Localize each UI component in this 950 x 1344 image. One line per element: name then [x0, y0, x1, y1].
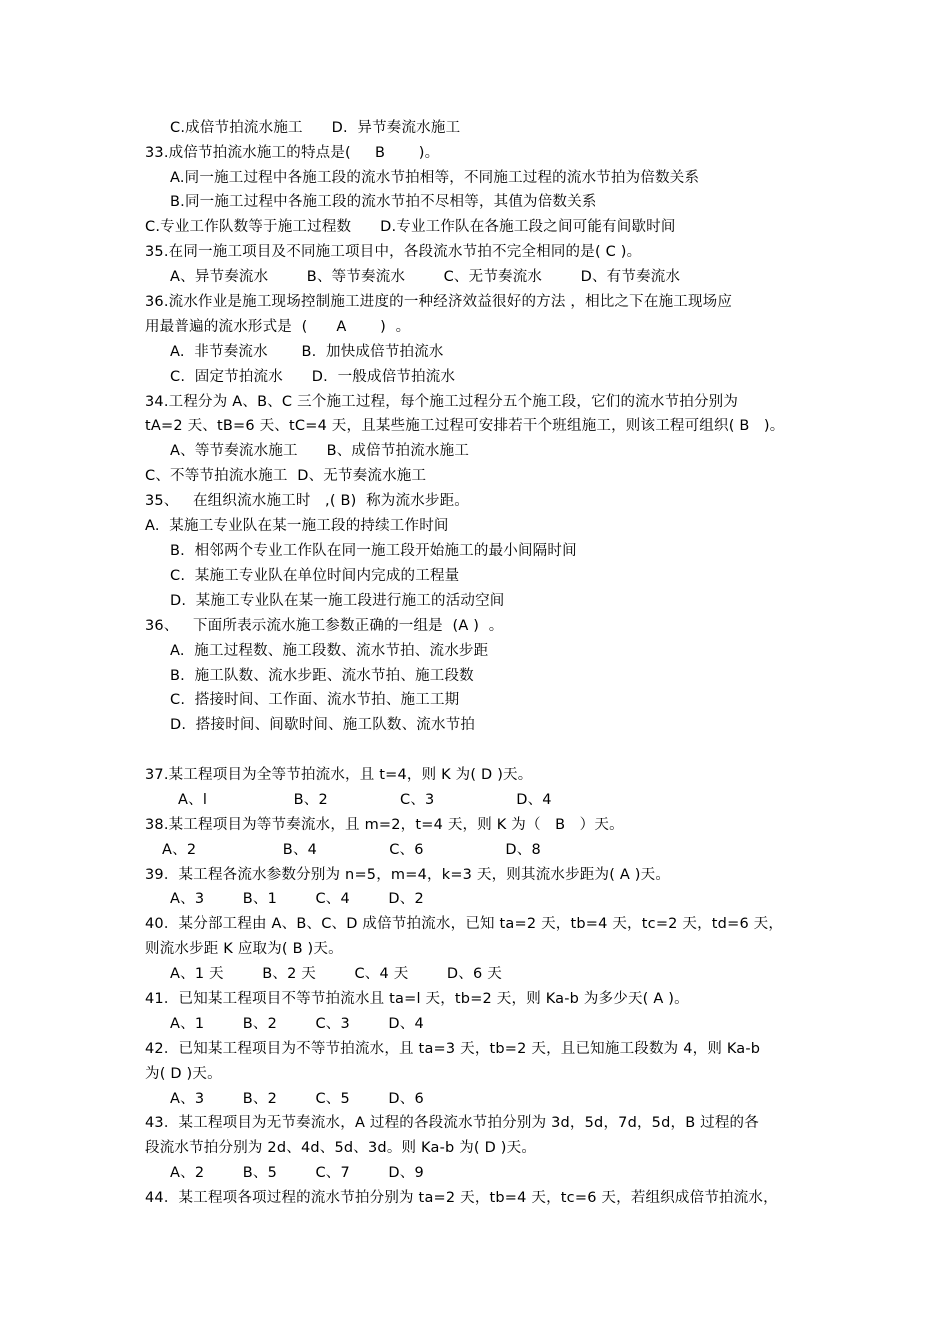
option-line: A、1 B、2 C、3 D、4 [170, 1016, 424, 1032]
option-line: C. 固定节拍流水 D. 一般成倍节拍流水 [170, 369, 456, 385]
option-line: A、l B、2 C、3 D、4 [178, 792, 552, 808]
option-line: A、1 天 B、2 天 C、4 天 D、6 天 [170, 966, 502, 982]
option-line: B.同一施工过程中各施工段的流水节拍不尽相等，其值为倍数关系 [170, 194, 597, 210]
question-line: 33.成倍节拍流水施工的特点是( B )。 [145, 145, 440, 161]
option-line: D. 某施工专业队在某一施工段进行施工的活动空间 [170, 593, 505, 609]
question-line: 36.流水作业是施工现场控制施工进度的一种经济效益很好的方法 ，相比之下在施工现场应 [145, 294, 733, 310]
option-line: B. 施工队数、流水步距、流水节拍、施工段数 [170, 668, 474, 684]
question-line: 34.工程分为 A、B、C 三个施工过程，每个施工过程分五个施工段，它们的流水节拍分别为 [145, 394, 739, 410]
question-line: 41．已知某工程项目不等节拍流水且 ta=l 天，tb=2 天，则 Ka-b 为多少天( A )。 [145, 991, 689, 1007]
question-line: tA=2 天、tB=6 天、tC=4 天，且某些施工过程可安排若干个班组施工，则该工程可组织( B )。 [145, 418, 785, 434]
option-line: A、2 B、5 C、7 D、9 [170, 1165, 424, 1181]
question-line: 36、 下面所表示流水施工参数正确的一组是 (A ) 。 [145, 618, 504, 634]
option-line: C.专业工作队数等于施工过程数 D.专业工作队在各施工段之间可能有间歇时间 [145, 219, 676, 235]
question-line: 37.某工程项目为全等节拍流水，且 t=4，则 K 为( D )天。 [145, 767, 533, 783]
option-line: B. 相邻两个专业工作队在同一施工段开始施工的最小间隔时间 [170, 543, 577, 559]
option-line: A. 某施工专业队在某一施工段的持续工作时间 [145, 518, 449, 534]
question-line: 39．某工程各流水参数分别为 n=5，m=4，k=3 天，则其流水步距为( A )天。 [145, 867, 671, 883]
question-line: 43．某工程项目为无节奏流水，A 过程的各段流水节拍分别为 3d，5d，7d，5d，B 过程的各 [145, 1115, 759, 1131]
question-line: 44．某工程项各项过程的流水节拍分别为 ta=2 天，tb=4 天，tc=6 天，若组织成倍节拍流水， [145, 1190, 778, 1206]
option-line: C.成倍节拍流水施工 D. 异节奏流水施工 [170, 120, 461, 136]
option-line: A、3 B、1 C、4 D、2 [170, 891, 424, 907]
question-line: 38.某工程项目为等节奏流水，且 m=2，t=4 天，则 K 为（ B ）天。 [145, 817, 624, 833]
question-line: 42．已知某工程项目为不等节拍流水，且 ta=3 天，tb=2 天，且已知施工段数为 4，则 Ka-b [145, 1041, 761, 1057]
option-line: A、异节奏流水 B、等节奏流水 C、无节奏流水 D、有节奏流水 [170, 269, 681, 285]
option-line: C、不等节拍流水施工 D、无节奏流水施工 [145, 468, 427, 484]
question-line: 段流水节拍分别为 2d、4d、5d、3d。则 Ka-b 为( D )天。 [145, 1140, 537, 1156]
option-line: A. 非节奏流水 B. 加快成倍节拍流水 [170, 344, 444, 360]
option-line: A.同一施工过程中各施工段的流水节拍相等，不同施工过程的流水节拍为倍数关系 [170, 170, 700, 186]
option-line: C. 搭接时间、工作面、流水节拍、施工工期 [170, 692, 460, 708]
option-line: A、2 B、4 C、6 D、8 [162, 842, 541, 858]
option-line: A、3 B、2 C、5 D、6 [170, 1091, 424, 1107]
option-line: D. 搭接时间、间歇时间、施工队数、流水节拍 [170, 717, 476, 733]
question-line: 40．某分部工程由 A、B、C、D 成倍节拍流水，已知 ta=2 天，tb=4 天，tc=2 天，td=6 天， [145, 916, 784, 932]
option-line: A. 施工过程数、施工段数、流水节拍、流水步距 [170, 643, 489, 659]
question-line: 35、 在组织流水施工时 ,( B) 称为流水步距。 [145, 493, 470, 509]
question-line: 则流水步距 K 应取为( B )天。 [145, 941, 343, 957]
question-line: 用最普遍的流水形式是 ( A ) 。 [145, 319, 411, 335]
question-line: 为( D )天。 [145, 1066, 222, 1082]
question-line: 35.在同一施工项目及不同施工项目中，各段流水节拍不完全相同的是( C )。 [145, 244, 642, 260]
option-line: C. 某施工专业队在单位时间内完成的工程量 [170, 568, 460, 584]
option-line: A、等节奏流水施工 B、成倍节拍流水施工 [170, 443, 470, 459]
